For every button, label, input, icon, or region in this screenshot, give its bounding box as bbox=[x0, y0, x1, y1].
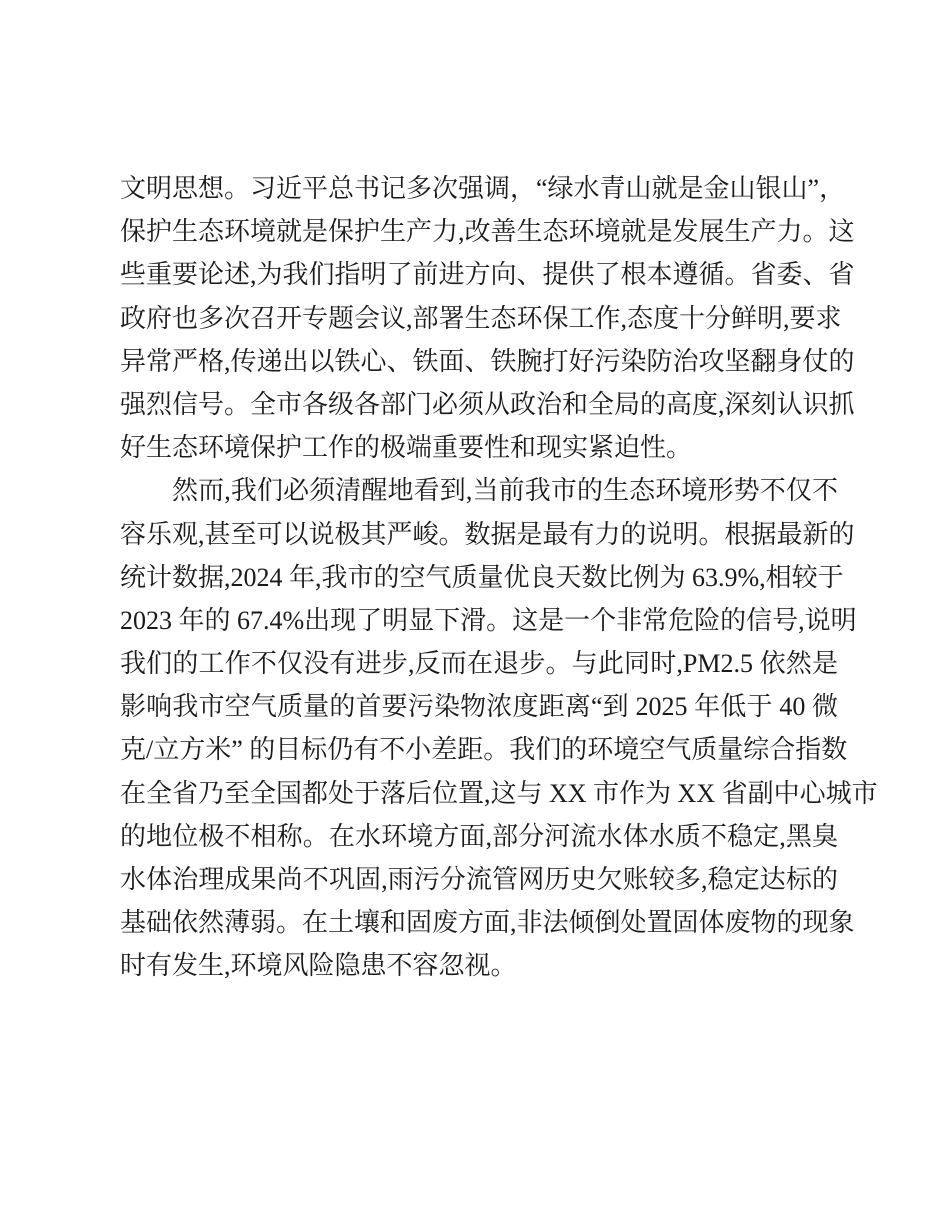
text-line: 的地位极不相称。在水环境方面,部分河流水体水质不稳定,黑臭 bbox=[120, 821, 838, 851]
text-line: 统计数据,2024 年,我市的空气质量优良天数比例为 63.9%,相较于 bbox=[120, 562, 844, 592]
text-line: 保护生态环境就是保护生产力,改善生态环境就是发展生产力。这 bbox=[120, 217, 855, 247]
text-line: 政府也多次召开专题会议,部署生态环保工作,态度十分鲜明,要求 bbox=[120, 303, 842, 333]
text-line: 文明思想。习近平总书记多次强调，“绿水青山就是金山银山”， bbox=[120, 174, 846, 203]
text-line: 在全省乃至全国都处于落后位置,这与 XX 市作为 XX 省副中心城市 bbox=[120, 778, 878, 808]
text-line: 基础依然薄弱。在土壤和固废方面,非法倾倒处置固体废物的现象 bbox=[120, 908, 855, 938]
text-line: 水体治理成果尚不巩固,雨污分流管网历史欠账较多,稳定达标的 bbox=[120, 865, 838, 894]
text-line: 时有发生,环境风险隐患不容忽视。 bbox=[120, 951, 517, 981]
text-line: 2023 年的 67.4%出现了明显下滑。这是一个非常危险的信号,说明 bbox=[120, 605, 857, 635]
text-line: 些重要论述,为我们指明了前进方向、提供了根本遵循。省委、省 bbox=[120, 260, 855, 290]
text-line: 我们的工作不仅没有进步,反而在退步。与此同时,PM2.5 依然是 bbox=[120, 649, 838, 679]
text-line: 异常严格,传递出以铁心、铁面、铁腕打好污染防治攻坚翻身仗的 bbox=[120, 346, 855, 376]
text-line: 强烈信号。全市各级各部门必须从政治和全局的高度,深刻认识抓 bbox=[120, 389, 855, 419]
text-line: 好生态环境保护工作的极端重要性和现实紧迫性。 bbox=[120, 433, 693, 463]
text-line: 然而,我们必须清醒地看到,当前我市的生态环境形势不仅不 bbox=[172, 476, 838, 506]
text-line: 克/立方米” 的目标仍有不小差距。我们的环境空气质量综合指数 bbox=[120, 735, 848, 765]
text-line: 容乐观,甚至可以说极其严峻。数据是最有力的说明。根据最新的 bbox=[120, 519, 855, 549]
text-line: 影响我市空气质量的首要污染物浓度距离“到 2025 年低于 40 微 bbox=[120, 692, 838, 722]
document-text-block bbox=[120, 167, 878, 988]
